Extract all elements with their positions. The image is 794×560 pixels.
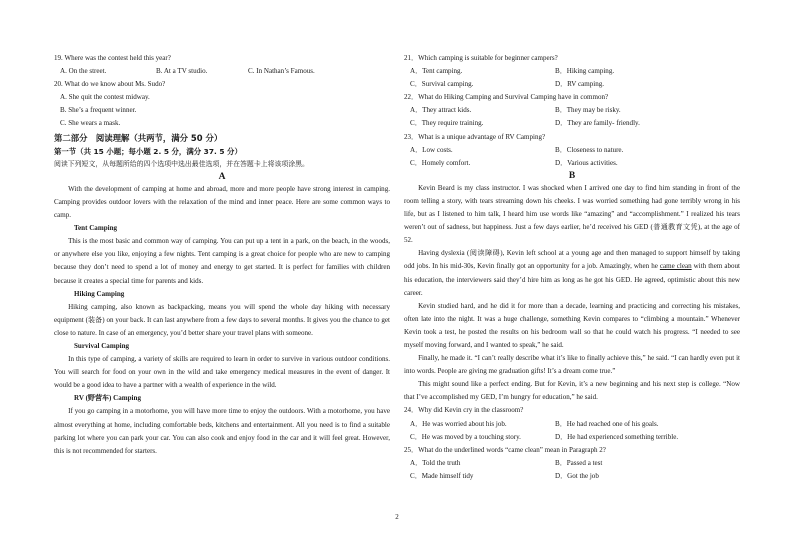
passage-b-p4: Finally, he made it. “I can’t really describe what it’s like to finally achieve this,” he said. “I can hardly even put it into words. People are giving me graduation gifts! It’s a dream come true.”	[404, 354, 740, 376]
q23-option-d: D．Various activities.	[555, 158, 618, 167]
q22-options-row1	[404, 104, 740, 117]
q21-stem: 21．Which camping is suitable for beginner campers?	[404, 54, 558, 62]
section-title: 第二部分 阅读理解（共两节，满分 50 分）	[54, 132, 223, 143]
survival-camping-heading: Survival Camping	[74, 341, 130, 350]
q24-stem: 24．Why did Kevin cry in the classroom?	[404, 406, 524, 415]
q24-option-d: D．He had experienced something terrible.	[555, 432, 679, 441]
tent-camping-heading: Tent Camping	[74, 224, 118, 233]
left-column	[54, 52, 390, 458]
passage-a-label: A	[218, 171, 226, 182]
q24-option-b: B．He had reached one of his goals.	[555, 419, 659, 428]
passage-b-p1: Kevin Beard is my class instructor. I was shocked when I arrived one day to find him standing in front of the room telling a story, with tears streaming down his cheeks. I was worried something had gone terribly wrong in his life, but as I listened to him talk, I heard him use words like “amazing” and “accomplishment.” I realized his tears weren’t out of sadness, but happiness. Just a few days earlier, he’d received his GED (普通教育文凭), at the age of 52.	[404, 183, 740, 245]
q20-option-b: B. She’s a frequent winner.	[60, 106, 137, 115]
q25-options-row1	[404, 457, 740, 470]
q25-stem: 25．What do the underlined words “came clean” mean in Paragraph 2?	[404, 445, 606, 454]
came-clean-underlined: came clean	[659, 262, 692, 271]
survival-camping-body: In this type of camping, a variety of skills are required to learn in order to survive in various outdoor conditions. You will search for food on your own in the wild and take emergency medical measures in the event of danger. It would be a good idea to have a partner with a wealth of experience in the wild.	[54, 355, 390, 390]
q22-stem: 22．What do Hiking Camping and Survival Camping have in common?	[404, 93, 609, 102]
q19-option-c: C. In Nathan’s Famous.	[248, 67, 315, 76]
q21-option-a: A．Tent camping.	[410, 67, 463, 76]
rv-camping-heading: RV (野营车) Camping	[74, 394, 141, 403]
q19-options	[54, 65, 390, 78]
passage-b-p2-before: Having dyslexia (阅读障碍), Kevin left school at a young age and then managed to support himself by taking odd jobs. In his mid-30s, Kevin finally got an opportunity for a job. Amazingly, when he	[404, 249, 740, 271]
q23-option-b: B．Closeness to nature.	[555, 145, 624, 154]
q21-options-row1	[404, 65, 740, 78]
q23-stem: 23．What is a unique advantage of RV Camping?	[404, 132, 546, 141]
passage-b-p2	[404, 247, 740, 299]
q25-option-d: D．Got the job	[555, 471, 599, 480]
passage-b-p2-after: with them about his education, the interviewers said they’d hire him as long as he got his GED. He agreed, optimistic about this new career.	[404, 262, 740, 297]
q22-options-row2	[404, 117, 740, 130]
q22-option-b: B．They may be risky.	[555, 106, 621, 115]
q19-option-b: B. At a TV studio.	[156, 67, 208, 76]
q24-options-row2	[404, 431, 740, 444]
q21-option-b: B．Hiking camping.	[555, 67, 615, 76]
right-column	[404, 52, 740, 483]
tent-camping-body: This is the most basic and common way of camping. You can put up a tent in a park, on the beach, in the woods, or anywhere else you like, enjoying a few nights. Tent camping is a great choice for people who are new to camping because they don’t need to spend a lot of money and energy to get started. It is perfect for families with children because it creates a special time for parents and kids.	[54, 237, 390, 285]
q23-option-a: A．Low costs.	[410, 145, 453, 154]
hiking-camping-body: Hiking camping, also known as backpacking, means you will spend the whole day hiking with necessary equipment (装备) on your back. It can last anywhere from a few days to several months. It gives you the chance to get close to nature. In case of an emergency, you’d better share your travel plans with someone.	[54, 302, 390, 337]
q25-option-c: C．Made himself tidy	[410, 471, 474, 480]
instruction: 阅读下列短文，从每题所给的四个选项中选出最佳选项，并在答题卡上将该项涂黑。	[54, 159, 309, 168]
q20-option-a: A. She quit the contest midway.	[60, 93, 150, 102]
q22-option-d: D．They are family- friendly.	[555, 119, 640, 128]
rv-camping-body: If you go camping in a motorhome, you will have more time to enjoy the outdoors. With a motorhome, you have almost everything at home, including comfortable beds, kitchens and entertainment. All you need is to find a suitable parking lot where you can park your car. You can also cook and enjoy food in the car and it will feel great. However, this is not recommended for starters.	[54, 407, 390, 455]
q21-option-d: D．RV camping.	[555, 80, 605, 89]
page-number: 2	[395, 513, 399, 521]
passage-b-p5: This might sound like a perfect ending. But for Kevin, it’s a new beginning and his next step is college. “Now that I’ve accomplished my GED, I’m hungry for education,” he said.	[404, 380, 740, 402]
q24-option-c: C．He was moved by a touching story.	[410, 432, 521, 441]
q25-options-row2	[404, 470, 740, 483]
passage-b-label: B	[568, 170, 576, 181]
q22-option-a: A．They attract kids.	[410, 106, 472, 115]
q19-option-a: A. On the street.	[60, 67, 107, 76]
q25-option-b: B．Passed a test	[555, 458, 603, 467]
passage-a-intro: With the development of camping at home and abroad, more and more people have strong interest in camping. Camping provides outdoor lovers with the relaxation of the mind and inner peace. Here are some common ways to camp.	[54, 184, 390, 220]
subsection-title: 第一节（共 15 小题；每小题 2. 5 分，满分 37. 5 分）	[54, 146, 242, 156]
q25-option-a: A．Told the truth	[410, 458, 461, 467]
q23-options-row1	[404, 144, 740, 157]
q21-option-c: C．Survival camping.	[410, 80, 474, 89]
q20-option-c: C. She wears a mask.	[60, 119, 121, 128]
q20-stem: 20. What do we know about Ms. Sudo?	[54, 80, 166, 89]
q22-option-c: C．They require training.	[410, 119, 484, 128]
q21-options-row2	[404, 78, 740, 91]
q23-option-c: C．Homely comfort.	[410, 158, 471, 167]
q24-options-row1	[404, 418, 740, 431]
q19-stem: 19. Where was the contest held this year?	[54, 54, 171, 62]
hiking-camping-heading: Hiking Camping	[74, 289, 125, 298]
q24-option-a: A．He was worried about his job.	[410, 419, 507, 428]
passage-b-p3: Kevin studied hard, and he did it for more than a decade, learning and practicing and correcting his mistakes, often late into the night. It was a huge challenge, something Kevin compares to “climbing a mountain.” Whenever Kevin took a test, he posted the results on his bedroom wall so that he could watch his progress. “I needed to see myself moving forward, and I wanted to speak,” he said.	[404, 301, 740, 349]
q23-options-row2	[404, 157, 740, 170]
